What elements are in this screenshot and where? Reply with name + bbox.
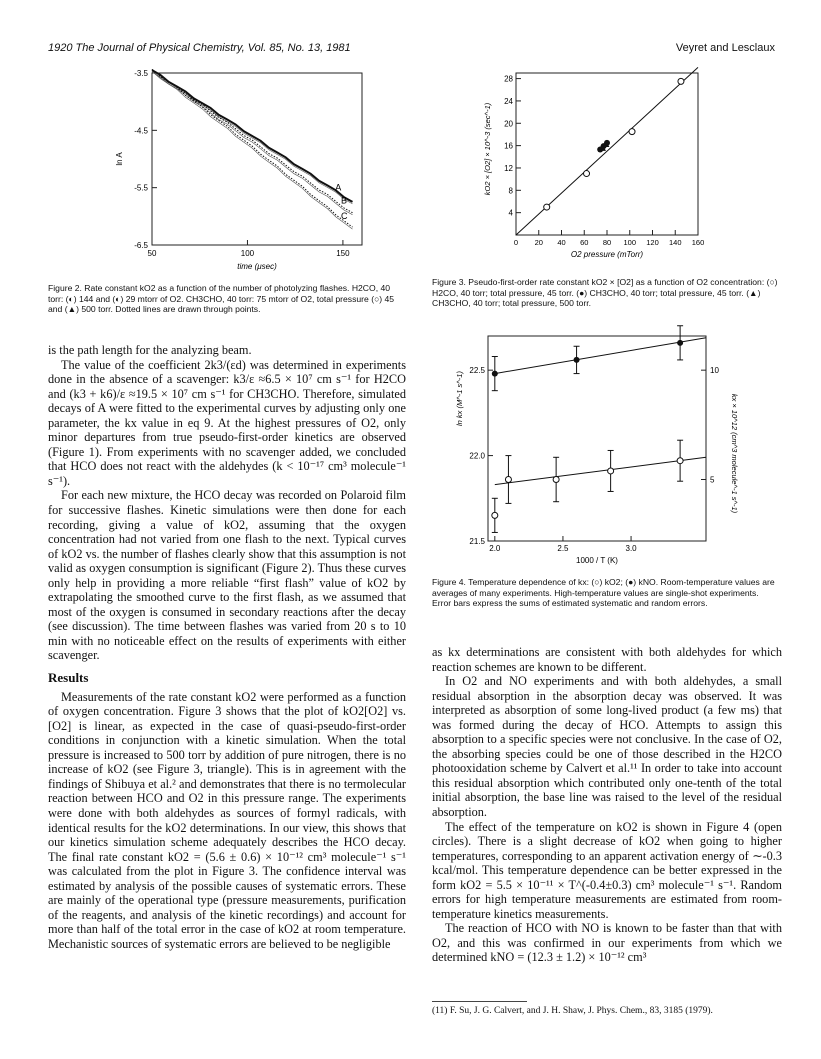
- y2-tick-label: 5: [710, 475, 715, 485]
- y-tick-label: -5.5: [134, 183, 148, 193]
- figure-2: [100, 68, 380, 278]
- x-tick-label: 3.0: [625, 544, 637, 553]
- kNO-point: [574, 357, 580, 363]
- figure-3-caption: Figure 3. Pseudo-first-order rate constant kO2 × [O2] as a function of O2 concentration: (○) H2CO, 40 torr; total pressure, 45 torr. (●) CH3CHO, 40 torr; total pressure, 45 torr. (▲) CH3CHO, 40 torr; total pressure, 500 torr.: [432, 277, 778, 309]
- kO2-point: [505, 477, 511, 483]
- x-tick-label: 0: [513, 238, 519, 247]
- open-circle-point: [678, 78, 684, 84]
- kO2-point: [677, 458, 683, 464]
- kNO-point: [677, 340, 683, 346]
- series-noise-c: [152, 71, 353, 229]
- figure-3: [478, 68, 738, 278]
- paragraph: is the path length for the analyzing beam.: [48, 343, 252, 357]
- x-tick-label: 2.5: [557, 544, 569, 553]
- footnote-rule: [432, 1001, 527, 1002]
- x-tick-label: 100: [623, 238, 637, 247]
- fit-line: [516, 67, 698, 235]
- figure-2-chart: [100, 68, 380, 278]
- y-tick-label: 20: [504, 119, 513, 129]
- x-tick-label: 140: [668, 238, 682, 247]
- plot-frame: [516, 73, 698, 235]
- series-noise-b: [152, 71, 353, 214]
- x-tick-label: 40: [557, 238, 566, 247]
- series-noise-a: [152, 72, 353, 204]
- kO2-fit-line: [495, 457, 706, 484]
- x-tick-label: 150: [336, 249, 350, 258]
- y-axis-label: kO2 × [O2] × 10^-3 (sec^-1): [483, 102, 492, 196]
- x-tick-label: 50: [147, 249, 157, 258]
- paragraph: For each new mixture, the HCO decay was recorded on Polaroid film for successive flashes. Kinetic simulations were then done for each recording, giving a value of kO2, assuming that the oxygen concentration had not varied from one flash to the next. Typical curves of kO2 vs. the number of flashes clearly show that this assumption is not valid as oxygen consumption is significant (Figure 2). Thus these curves only help in providing a more reliable “first flash” value of kO2 by extrapolating the smoothed curve to the first flash, as we assumed that most of the oxygen is consumed in secondary reactions after the decay (see discussion). The time between flashes was varied from 20 s to 10 min with no noticeable effect on the results of experiments with either scavenger.: [48, 488, 406, 663]
- x-tick-label: 20: [534, 238, 543, 247]
- kO2-point: [553, 477, 559, 483]
- y-tick-label: 4: [508, 208, 513, 218]
- y-tick-label: 28: [504, 74, 513, 84]
- paragraph: The effect of the temperature on kO2 is shown in Figure 4 (open circles). There is a slight decrease of kO2 when going to higher temperatures, corresponding to an apparent activation energy of ∼-0.3 kcal/mol. This temperature dependence can be better expressed in the form kO2 = 5.5 × 10⁻¹¹ × T^(-0.4±0.3) cm³ molecule⁻¹ s⁻¹. Random errors for high temperature measurements are estimated from room-temperature kinetics measurements.: [432, 819, 782, 921]
- y-axis-label: ln kx (M^-1 s^-1): [455, 371, 464, 426]
- paragraph: The value of the coefficient 2k3/(εd) was determined in experiments done in the absence of a scavenger: k3/ε ≈6.5 × 10⁷ cm s⁻¹ for H2CO and (k3 + k6)/ε ≈19.5 × 10⁷ cm s⁻¹ for CH3CHO. Therefore, simulated decays of A were fitted to the experimental curves by adjusting only one parameter, the kx value in eq 9. At the highest pressures of O2, only minor departures from true pseudo-first-order kinetics are observed (Figure 1). From experiments with no scavenger added, we concluded that HCO does not react with the aldehydes (k < 10⁻¹⁷ cm³ molecule⁻¹ s⁻¹).: [48, 357, 406, 488]
- curve-label-a: A: [335, 182, 342, 193]
- plot-frame: [152, 73, 362, 245]
- y-tick-label: 24: [504, 96, 513, 106]
- section-heading: Results: [48, 670, 89, 686]
- open-circle-point: [629, 129, 635, 135]
- y-tick-label: -3.5: [134, 69, 148, 78]
- figure-3-chart: [478, 68, 738, 278]
- right-column: [432, 645, 782, 965]
- x-tick-label: 100: [240, 249, 255, 258]
- figure-4: [448, 328, 748, 573]
- kO2-point: [492, 512, 498, 518]
- x-tick-label: 160: [691, 238, 705, 247]
- series-line-a: [152, 70, 353, 202]
- y-tick-label: 8: [508, 186, 513, 196]
- figure-2-caption: Figure 2. Rate constant kO2 as a function of the number of photolyzing flashes. H2CO, 40 torr: (◐) 144 and (◐) 29 mtorr of O2. CH3CHO, 40 torr: 75 mtorr of O2, total pressure (○) 45 and (▲) 500 torr. Dotted lines are drawn through points.: [48, 283, 395, 315]
- paragraph: The reaction of HCO with NO is known to be faster than that with O2, and this was confirmed in our experiments from which we determined kNO = (12.3 ± 1.2) × 10⁻¹² cm³: [432, 921, 782, 965]
- footnote: (11) F. Su, J. G. Calvert, and J. H. Shaw, J. Phys. Chem., 83, 3185 (1979).: [432, 1006, 713, 1016]
- left-column: [48, 343, 406, 951]
- figure-4-caption: Figure 4. Temperature dependence of kx: (○) kO2; (●) kNO. Room-temperature values are averages of many experiments. High-temperature values are single-shot experiments. Error bars express the sums of estimated systematic and random errors.: [432, 577, 775, 609]
- kNO-fit-line: [495, 338, 706, 374]
- y2-axis-label: kx × 10^12 (cm^3 molecule^-1 s^-1): [730, 393, 739, 514]
- x-tick-label: 120: [646, 238, 659, 247]
- kNO-point: [492, 371, 498, 377]
- x-axis-label: time (μsec): [237, 262, 277, 271]
- y-tick-label: 16: [504, 141, 513, 151]
- y-tick-label: -4.5: [134, 126, 148, 136]
- open-circle-point: [584, 171, 590, 177]
- x-axis-label: 1000 / T (K): [576, 556, 618, 565]
- y-axis-label: ln A: [115, 152, 124, 166]
- y-tick-label: 12: [504, 163, 513, 173]
- figure-4-chart: [448, 328, 748, 573]
- curve-label-c: C: [341, 211, 348, 222]
- y2-tick-label: 10: [710, 366, 719, 376]
- y-tick-label: -6.5: [134, 241, 148, 250]
- x-tick-label: 80: [602, 238, 612, 247]
- running-header-left: 1920 The Journal of Physical Chemistry, Vol. 85, No. 13, 1981: [48, 42, 351, 54]
- open-circle-point: [544, 204, 550, 210]
- x-axis-label: O2 pressure (mTorr): [570, 250, 644, 259]
- series-line-b: [152, 69, 353, 212]
- y-tick-label: 22.0: [469, 451, 485, 461]
- paragraph: as kx determinations are consistent with both aldehydes for which reaction schemes are known to be different.: [432, 645, 782, 674]
- paragraph: Measurements of the rate constant kO2 were performed as a function of oxygen concentration. Figure 3 shows that the plot of kO2[O2] vs. [O2] is linear, as expected in the case of quasi-pseudo-first-order conditions in conjunction with a kinetic simulation. When the total pressure is increased to 500 torr by addition of pure nitrogen, there is no increase of kO2 (see Figure 3, triangle). This is in agreement with the findings of Shibuya et al.² and demonstrates that there is no termolecular reaction between HCO and O2 in this pressure range. The experiments were done with both aldehydes as sources of formyl radicals, with identical results for the kO2 determinations. In our view, this shows that our kinetics simulation scheme adequately describes the HCO decay. The final rate constant kO2 = (5.6 ± 0.6) × 10⁻¹² cm³ molecule⁻¹ s⁻¹ was calculated from the plot in Figure 3. The confidence interval was estimated by analysis of the possible causes of systematic errors. These are mainly of the operational type (pressure measurements, purification of the reagents, and analysis of the kinetic recordings) and account for more than half of the total error in the case of kO2 at room temperature. Mechanistic sources of systematic errors are believed to be negligible: [48, 689, 406, 951]
- x-tick-label: 60: [580, 238, 589, 247]
- running-header-right: Veyret and Lesclaux: [675, 42, 775, 54]
- curve-label-b: B: [341, 195, 348, 206]
- kO2-point: [608, 468, 614, 474]
- paragraph: In O2 and NO experiments and with both aldehydes, a small residual absorption in the absorption decay was observed. It was interpreted as absorption of some long-lived product (a few ms) that was formed during the decay of HCO. Attempts to assign this absorption to a specific species were not conclusive. In the case of O2, the absorbing species could be one of those described in the H2CO photooxidation scheme by Calvert et al.¹¹ In order to take into account this residual absorption which contributed only one-tenth of the total initial absorption, the base line was raised to the level of the residual absorption.: [432, 674, 782, 820]
- y-tick-label: 21.5: [469, 537, 485, 546]
- x-tick-label: 2.0: [489, 544, 501, 553]
- y-tick-label: 22.5: [469, 366, 485, 376]
- plot-frame: [488, 336, 706, 541]
